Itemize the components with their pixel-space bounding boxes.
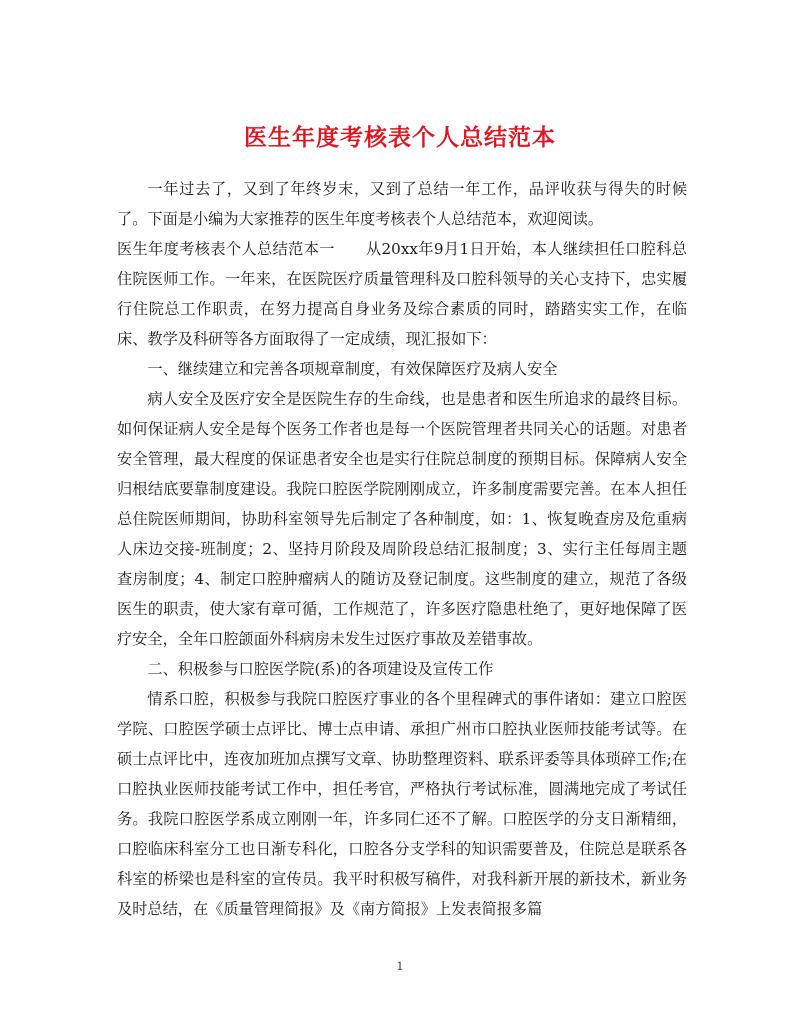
page-title: 医生年度考核表个人总结范本 <box>244 124 556 152</box>
document-body <box>117 174 687 924</box>
section-heading-1: 一、继续建立和完善各项规章制度，有效保障医疗及病人安全 <box>147 360 558 378</box>
page-number: 1 <box>396 960 404 973</box>
paragraph-opening: 医生年度考核表个人总结范本一 从20xx年9月1日开始，本人继续担任口腔科总住院医师工作。一年来，在医院医疗质量管理科及口腔科领导的关心支持下，忠实履行住院总工作职责，在努力提高自身业务及综合素质的同时，踏踏实实工作，在临床、教学及科研等各方面取得了一定成绩，现汇报如下： <box>117 240 687 348</box>
paragraph-intro: 一年过去了，又到了年终岁末，又到了总结一年工作，品评收获与得失的时候了。下面是小编为大家推荐的医生年度考核表个人总结范本，欢迎阅读。 <box>117 180 687 228</box>
paragraph-safety: 病人安全及医疗安全是医院生存的生命线，也是患者和医生所追求的最终目标。如何保证病人安全是每个医务工作者也是每一个医院管理者共同关心的话题。对患者安全管理，最大程度的保证患者安全也是实行住院总制度的预期目标。保障病人安全归根结底要靠制度建设。我院口腔医学院刚刚成立，许多制度需要完善。在本人担任总住院医师期间，协助科室领导先后制定了各种制度，如：1、恢复晚查房及危重病人床边交接-班制度；2、坚持月阶段及周阶段总结汇报制度；3、实行主任每周主题查房制度；4、制定口腔肿瘤病人的随访及登记制度。这些制度的建立，规范了各级医生的职责，使大家有章可循，工作规范了，许多医疗隐患杜绝了，更好地保障了医疗安全，全年口腔颌面外科病房未发生过医疗事故及差错事故。 <box>117 390 687 648</box>
paragraph-promotion: 情系口腔，积极参与我院口腔医疗事业的各个里程碑式的事件诸如：建立口腔医学院、口腔医学硕士点评比、博士点申请、承担广州市口腔执业医师技能考试等。在硕士点评比中，连夜加班加点撰写文章、协助整理资料、联系评委等具体琐碎工作;在口腔执业医师技能考试工作中，担任考官，严格执行考试标准，圆满地完成了考试任务。我院口腔医学系成立刚刚一年，许多同仁还不了解。口腔医学的分支日渐精细，口腔临床科室分工也日渐专科化，口腔各分支学科的知识需要普及，住院总是联系各科室的桥梁也是科室的宣传员。我平时积极写稿件，对我科新开展的新技术，新业务及时总结，在《质量管理简报》及《南方简报》上发表简报多篇 <box>117 690 687 918</box>
section-heading-2: 二、积极参与口腔医学院(系)的各项建设及宣传工作 <box>147 660 494 678</box>
